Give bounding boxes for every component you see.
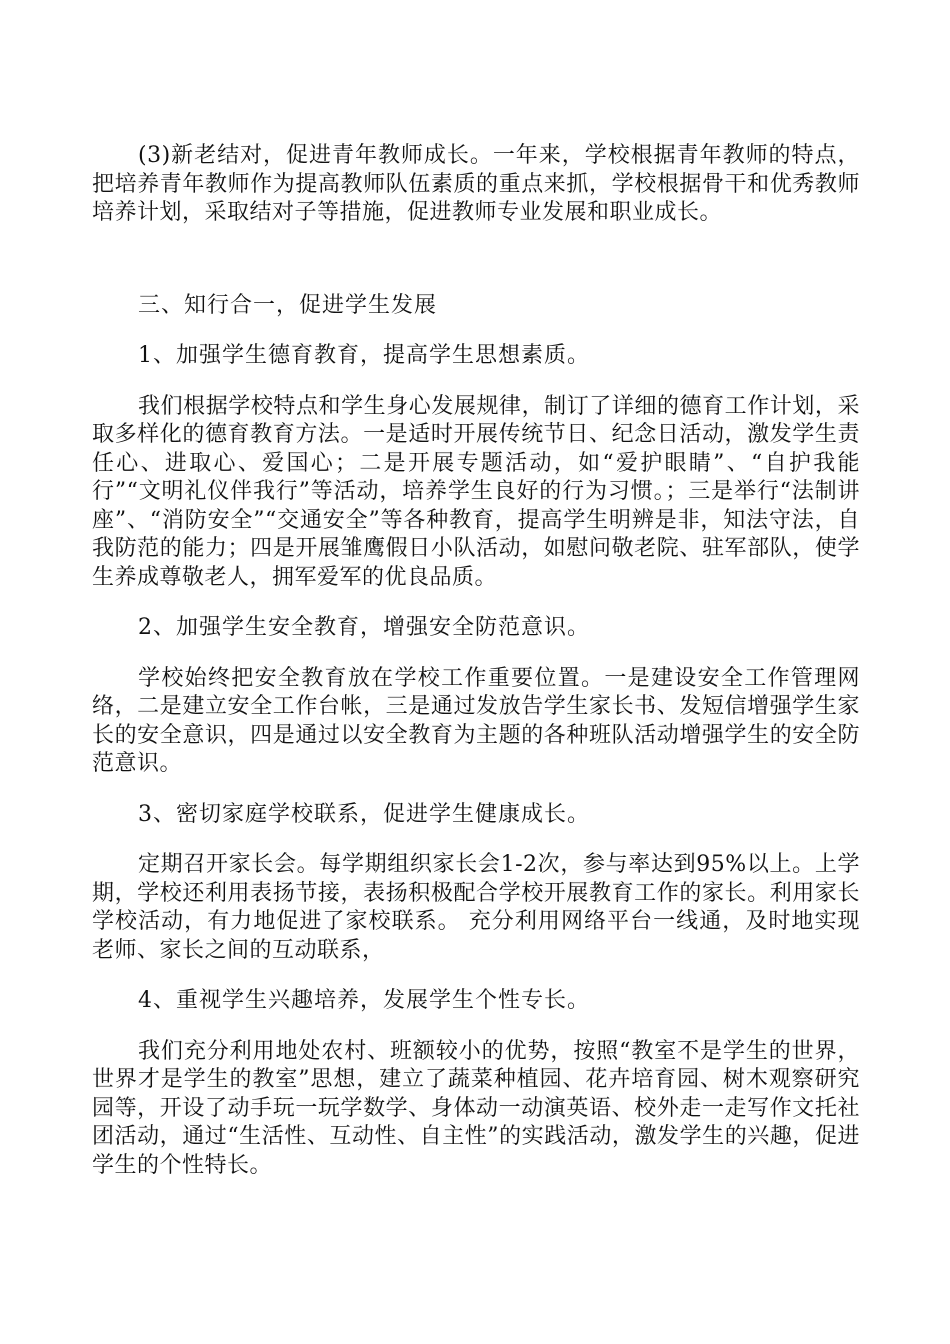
spacer bbox=[92, 320, 860, 342]
paragraph-moral-education: 我们根据学校特点和学生身心发展规律，制订了详细的德育工作计划，采取多样化的德育教育方法。一是适时开展传统节日、纪念日活动，激发学生责任心、进取心、爱国心；二是开展专题活动，如“爱护眼睛”、“自护我能行”“文明礼仪伴我行”等活动，培养学生良好的行为习惯。；三是举行“法制讲座”、“消防安全”“交通安全”等各种教育，提高学生明辨是非，知法守法，自我防范的能力；四是开展雏鹰假日小队活动，如慰问敬老院、驻军部队，使学生养成尊敬老人，拥军爱军的优良品质。 bbox=[92, 393, 860, 590]
section-heading-3: 三、知行合一，促进学生发展 bbox=[138, 292, 438, 318]
spacer bbox=[92, 592, 860, 614]
spacer bbox=[92, 371, 860, 393]
paragraph-teacher-mentoring: (3)新老结对，促进青年教师成长。一年来，学校根据青年教师的特点，把培养青年教师作为提高教师队伍素质的重点来抓，学校根据骨干和优秀教师培养计划，采取结对子等措施，促进教师专业发展和职业成长。 bbox=[92, 143, 860, 225]
spacer bbox=[92, 643, 860, 665]
subheading-moral-education: 1、加强学生德育教育，提高学生思想素质。 bbox=[138, 343, 590, 368]
paragraph-interest: 我们充分利用地处农村、班额较小的优势，按照“教室不是学生的世界，世界才是学生的教室”思想，建立了蔬菜种植园、花卉培育园、树木观察研究园等，开设了动手玩一玩学数学、身体动一动演英语、校外走一走写作文托社团活动，通过“生活性、互动性、自主性”的实践活动，激发学生的兴趣，促进学生的个性特长。 bbox=[92, 1038, 860, 1178]
subheading-home-school: 3、密切家庭学校联系，促进学生健康成长。 bbox=[138, 801, 590, 827]
spacer bbox=[92, 965, 860, 987]
subheading-safety-education: 2、加强学生安全教育，增强安全防范意识。 bbox=[138, 615, 590, 640]
spacer bbox=[92, 1016, 860, 1038]
subheading-interest: 4、重视学生兴趣培养，发展学生个性专长。 bbox=[138, 988, 590, 1013]
document-body bbox=[92, 142, 860, 1180]
paragraph-home-school: 定期召开家长会。每学期组织家长会1-2次，参与率达到95%以上。上学期，学校还利用表扬节接，表扬积极配合学校开展教育工作的家长。利用家长学校活动，有力地促进了家校联系。 充分利用网络平台一线通，及时地实现老师、家长之间的互动联系， bbox=[92, 852, 860, 963]
spacer bbox=[92, 779, 860, 801]
spacer bbox=[92, 829, 860, 851]
spacer bbox=[92, 228, 860, 292]
paragraph-safety-education: 学校始终把安全教育放在学校工作重要位置。一是建设安全工作管理网络，二是建立安全工作台帐，三是通过发放告学生家长书、发短信增强学生家长的安全意识，四是通过以安全教育为主题的各种班队活动增强学生的安全防范意识。 bbox=[92, 665, 860, 776]
